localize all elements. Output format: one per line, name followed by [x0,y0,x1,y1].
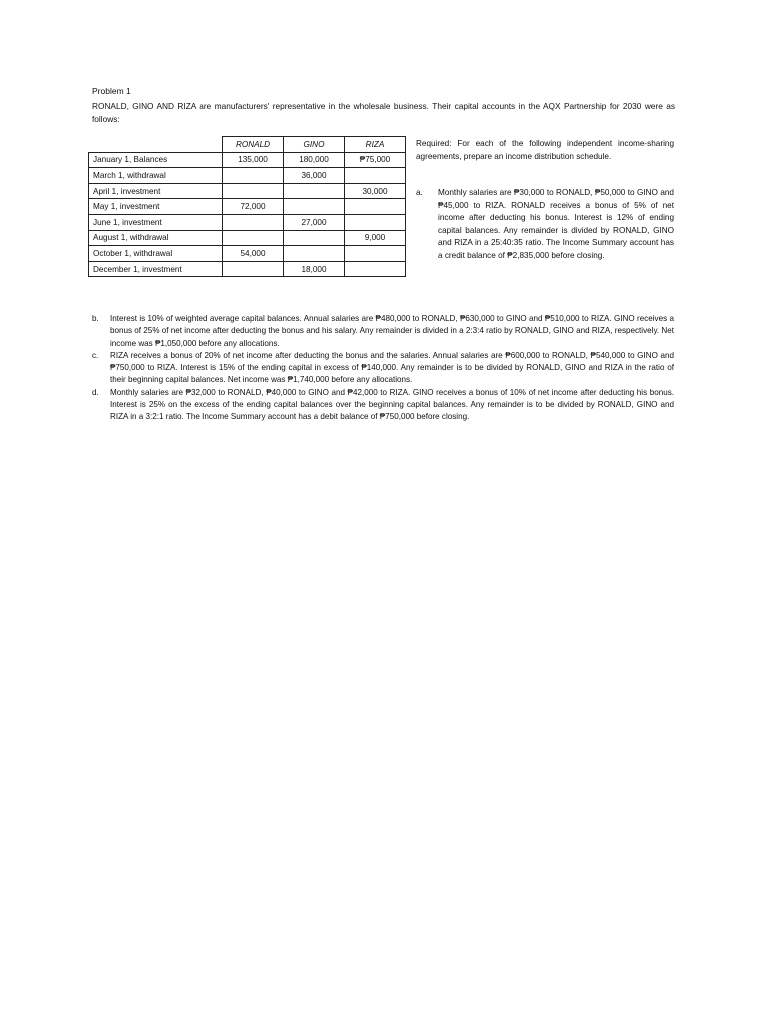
row-label: May 1, investment [89,199,223,215]
agreement-item-a [416,187,674,263]
cell-riza [345,214,406,230]
row-label: March 1, withdrawal [89,168,223,184]
cell-riza [345,199,406,215]
problem-title: Problem 1 [92,86,131,96]
item-text: RIZA receives a bonus of 20% of net income after deducting the bonus and the salaries. Annual salaries are ₱600,000 to RONALD, ₱540,000 to GINO and ₱750,000 to RIZA. Interest is 15% of the ending capital in excess of ₱140,000. Any remainder is to be divided by RONALD, GINO and RIZA in the ratio of their beginning capital balances. Net income was ₱1,740,000 before any allocations. [110,350,674,385]
table-row [89,199,406,215]
row-label: December 1, investment [89,261,223,277]
row-label: June 1, investment [89,214,223,230]
cell-gino: 27,000 [284,214,345,230]
row-label: October 1, withdrawal [89,246,223,262]
agreement-item-d [92,387,674,424]
cell-gino: 18,000 [284,261,345,277]
table-header-blank [89,137,223,153]
cell-ronald [223,230,284,246]
cell-ronald: 54,000 [223,246,284,262]
cell-gino [284,230,345,246]
item-text: Interest is 10% of weighted average capital balances. Annual salaries are ₱480,000 to RONALD, ₱630,000 to GINO and ₱510,000 to RIZA. GINO receives a bonus of 25% of net income after deducting the bonus and his salary. Any remainder is divided in a 2:3:4 ratio by RONALD, GINO and RIZA, respectively. Net income was ₱1,050,000 before any allocations. [110,314,674,348]
cell-ronald [223,183,284,199]
cell-riza: ₱75,000 [345,152,406,168]
agreement-item-c [92,350,674,387]
item-text: Monthly salaries are ₱32,000 to RONALD, ₱40,000 to GINO and ₱42,000 to RIZA. GINO receives a bonus of 10% of net income after deducting his bonus. Interest is 25% on the excess of the ending capital balances over the beginning capital balances. Any remainder is to be divided by RONALD, GINO and RIZA in a 3:2:1 ratio. The Income Summary account has a debit balance of ₱750,000 before closing. [110,387,674,422]
problem-intro: RONALD, GINO AND RIZA are manufacturers' representative in the wholesale business. Their capital accounts in the AQX Partnership for 2030 were as follows: [92,101,675,124]
item-letter: b. [92,314,99,323]
capital-accounts-table [88,136,406,277]
cell-gino: 180,000 [284,152,345,168]
item-letter: c. [92,350,99,360]
table-row [89,183,406,199]
cell-riza [345,168,406,184]
column-header-ronald: RONALD [223,137,284,153]
table-header-row [89,137,406,153]
row-label: January 1, Balances [89,152,223,168]
item-text: Monthly salaries are ₱30,000 to RONALD, ₱50,000 to GINO and ₱45,000 to RIZA. RONALD receives a bonus of 5% of net income after deducting his bonus. Interest is 12% of ending capital balances. Any remainder is divided by RONALD, GINO and RIZA in a 25:40:35 ratio. The Income Summary account has a credit balance of ₱2,835,000 before closing. [438,188,674,260]
cell-riza: 30,000 [345,183,406,199]
table-row [89,230,406,246]
row-label: April 1, investment [89,183,223,199]
cell-ronald [223,214,284,230]
row-label: August 1, withdrawal [89,230,223,246]
cell-ronald [223,168,284,184]
table-row [89,168,406,184]
cell-gino: 36,000 [284,168,345,184]
cell-riza [345,246,406,262]
cell-ronald: 72,000 [223,199,284,215]
table-row [89,246,406,262]
cell-gino [284,199,345,215]
column-header-riza: RIZA [345,137,406,153]
required-instructions: Required: For each of the following independent income-sharing agreements, prepare an income distribution schedule. [416,139,674,161]
column-header-gino: GINO [284,137,345,153]
cell-riza [345,261,406,277]
agreement-list [92,313,674,424]
cell-riza: 9,000 [345,230,406,246]
table-body [89,152,406,277]
cell-ronald: 135,000 [223,152,284,168]
cell-gino [284,246,345,262]
item-letter: d. [92,387,99,397]
table-row [89,214,406,230]
item-letter: a. [416,188,423,197]
table-row [89,261,406,277]
cell-gino [284,183,345,199]
table-row [89,152,406,168]
agreement-item-b [92,313,674,350]
cell-ronald [223,261,284,277]
